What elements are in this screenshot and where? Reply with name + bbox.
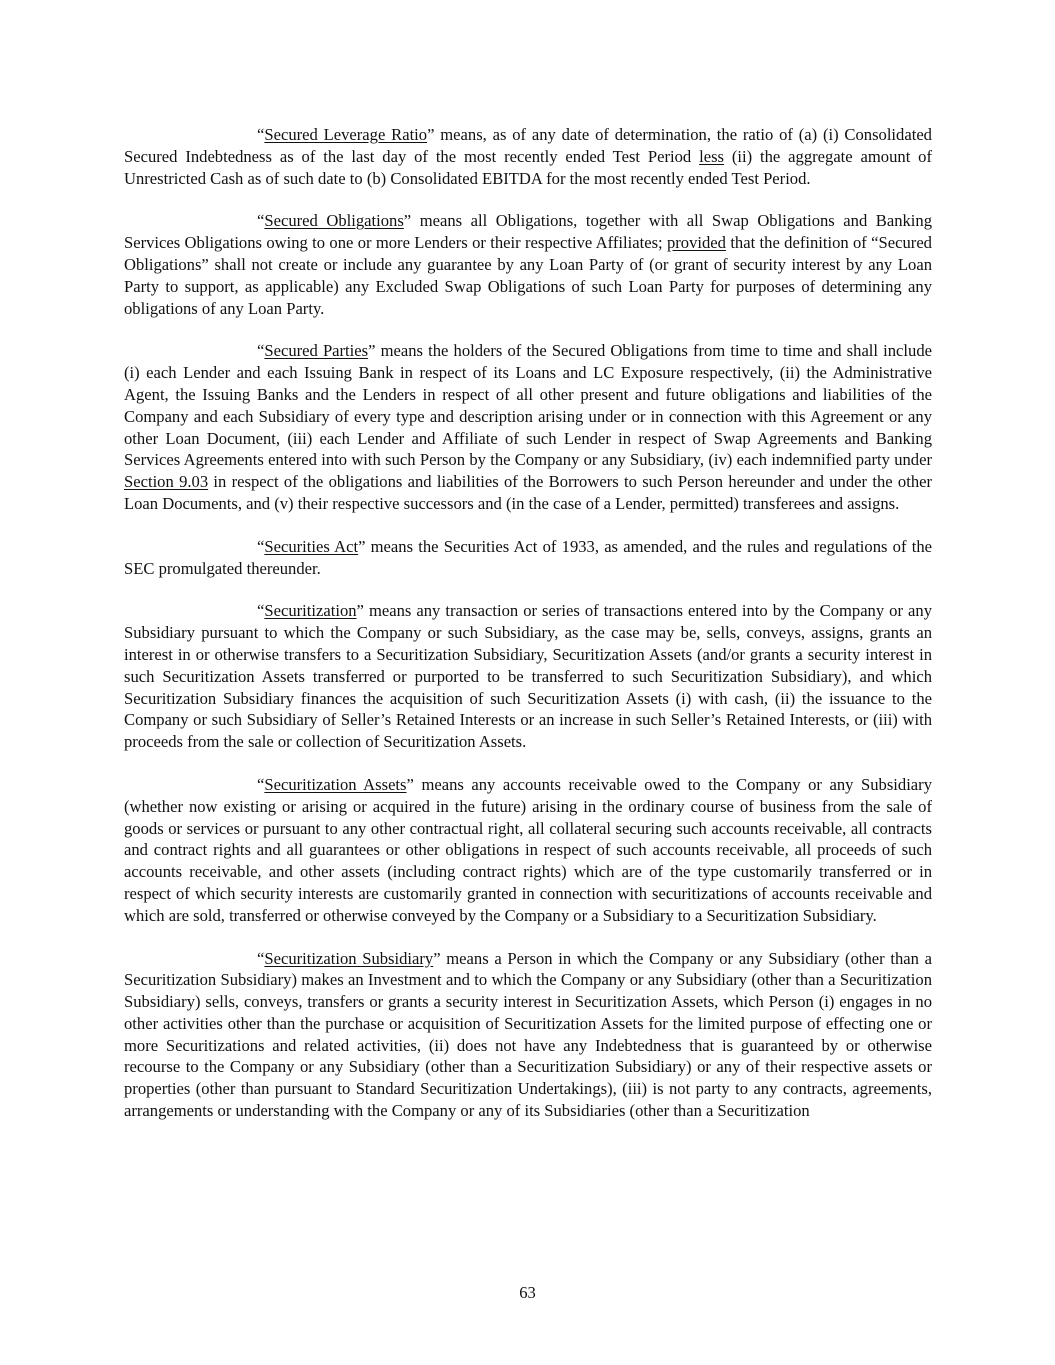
definition-text: means, as of any date of determination, the ratio of (a) (i) Consolidated Secured Indebtedness as of the last day of the most recently ended Test Period bbox=[124, 125, 932, 166]
definition-securities-act bbox=[124, 536, 932, 580]
close-quote: ” bbox=[358, 536, 366, 556]
open-quote: “ bbox=[257, 774, 265, 794]
section-reference: Section 9.03 bbox=[124, 472, 209, 492]
definition-text: (ii) the aggregate amount of Unrestricted Cash as of such date to (b) Consolidated EBITDA for the most recently ended Test Period. bbox=[124, 146, 933, 188]
close-quote: ” bbox=[406, 774, 414, 794]
defined-term: Securities Act bbox=[264, 536, 359, 556]
definition-text: means all Obligations, together with all Swap Obligations and Banking Services Obligations owing to one or more Lenders or their respective Affiliates; bbox=[124, 211, 933, 253]
definition-text: means a Person in which the Company or any Subsidiary (other than a Securitization Subsidiary) makes an Investment and to which the Company or any Subsidiary (other than a Securitization Subsidiary) sells, conveys, transfers or grants a security interest in Securitization Assets, which Person (i) engages in no other activities other than the purchase or acquisition of Securitization Assets for the limited purpose of effecting one or more Securitizations and related activities, (ii) does not have any Indebtedness that is guaranteed by or otherwise recourse to the Company or any Subsidiary (other than a Securitization Subsidiary) or any of their respective assets or properties (other than pursuant to Standard Securitization Undertakings), (iii) is not party to any contracts, agreements, arrangements or understanding with the Company or any of its Subsidiaries (other than a Securitization bbox=[124, 948, 932, 1121]
definition-secured-parties bbox=[124, 340, 932, 514]
definition-securitization bbox=[124, 600, 932, 753]
defined-term: Securitization Assets bbox=[264, 774, 407, 794]
definition-text: in respect of the obligations and liabilities of the Borrowers to such Person hereunder and under the other Loan Documents, and (v) their respective successors and (in the case of a Lender, permitted) transferees and assigns. bbox=[124, 472, 933, 513]
defined-term: Secured Leverage Ratio bbox=[264, 125, 428, 144]
definition-secured-leverage-ratio bbox=[124, 124, 932, 189]
open-quote: “ bbox=[257, 948, 265, 968]
open-quote: “ bbox=[257, 125, 265, 144]
definition-text: means the holders of the Secured Obligations from time to time and shall include (i) each Lender and each Issuing Bank in respect of its Loans and LC Exposure respectively, (ii) the Administrative Agent, the Issuing Banks and the Lenders in respect of all other present and future obligations and liabilities of the Company and each Subsidiary of every type and description arising under or in connection with this Agreement or any other Loan Document, (iii) each Lender and Affiliate of such Lender in respect of Swap Agreements and Banking Services Agreements entered into with such Person by the Company or any Subsidiary, (iv) each indemnified party under bbox=[124, 341, 932, 470]
defined-term: Secured Obligations bbox=[264, 211, 404, 231]
open-quote: “ bbox=[257, 601, 265, 621]
defined-term: Secured Parties bbox=[264, 341, 369, 361]
defined-term: Securitization Subsidiary bbox=[264, 948, 434, 968]
open-quote: “ bbox=[257, 536, 265, 556]
document-page bbox=[124, 124, 932, 1143]
close-quote: ” bbox=[356, 601, 364, 621]
open-quote: “ bbox=[257, 211, 265, 231]
definition-text: means any transaction or series of transactions entered into by the Company or any Subsidiary pursuant to which the Company or such Subsidiary, as the case may be, sells, conveys, assigns, grants an interest in or otherwise transfers to a Securitization Subsidiary, Securitization Assets (and/or grants a security interest in such Securitization Assets transferred or purported to be transferred to such Securitization Subsidiary), and which Securitization Subsidiary finances the acquisition of such Securitization Assets (i) with cash, (ii) the issuance to the Company or such Subsidiary of Seller’s Retained Interests or an increase in such Seller’s Retained Interests, or (iii) with proceeds from the sale or collection of Securitization Assets. bbox=[124, 601, 932, 752]
underlined-word: provided bbox=[666, 233, 726, 253]
page-number: 63 bbox=[519, 1283, 536, 1302]
defined-term: Securitization bbox=[264, 601, 357, 621]
definition-text: means the Securities Act of 1933, as amended, and the rules and regulations of the SEC promulgated thereunder. bbox=[124, 536, 932, 578]
close-quote: ” bbox=[403, 211, 412, 231]
definition-text: means any accounts receivable owed to the Company or any Subsidiary (whether now existing or arising or acquired in the future) arising in the ordinary course of business from the sale of goods or services or pursuant to any other contractual right, all collateral securing such accounts receivable, all contracts and contract rights and all guarantees or other obligations in respect of such accounts receivable, all proceeds of such accounts receivable, and other assets (including contract rights) which are of the type customarily transferred or in respect of which security interests are customarily granted in connection with securitizations of accounts receivable and which are sold, transferred or otherwise conveyed by the Company or a Subsidiary to a Securitization Subsidiary. bbox=[124, 774, 932, 925]
close-quote: ” bbox=[433, 948, 441, 968]
open-quote: “ bbox=[257, 341, 265, 361]
definition-securitization-assets bbox=[124, 774, 932, 927]
close-quote: ” bbox=[368, 341, 376, 361]
close-quote: ” bbox=[427, 125, 435, 144]
definition-securitization-subsidiary bbox=[124, 948, 932, 1122]
definition-text: that the definition of “Secured Obligations” shall not create or include any guarantee by any Loan Party of (or grant of security interest by any Loan Party to support, as applicable) any Excluded Swap Obligations of such Loan Party for purposes of determining any obligations of any Loan Party. bbox=[124, 233, 932, 318]
definition-secured-obligations bbox=[124, 210, 932, 319]
underlined-word: less bbox=[699, 146, 724, 166]
